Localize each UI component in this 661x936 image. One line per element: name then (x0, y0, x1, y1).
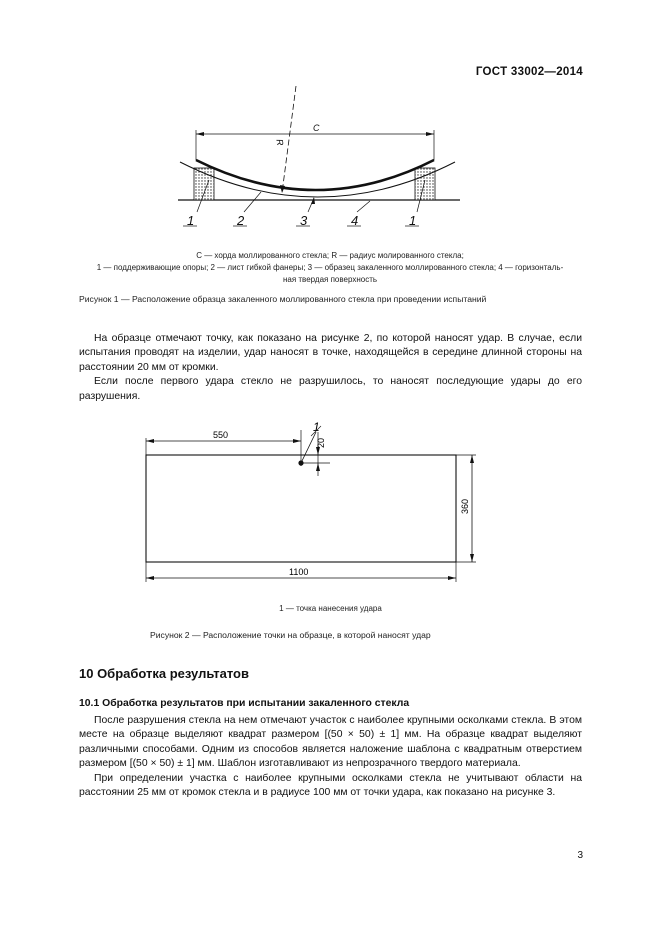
dim-20: 20 (316, 437, 326, 448)
legend-line: ная твердая поверхность (282, 275, 378, 284)
legend-line: C — хорда моллированного стекла; R — радиус молированного стекла; (196, 251, 464, 260)
figure-1-drawing (0, 0, 661, 240)
fig1-label-2: 2 (237, 213, 245, 228)
paragraph: При определении участка с наиболее крупными осколками стекла не учитывают области на расстоянии 25 мм от кромок стекла и в радиусе 100 мм от точки удара, как показано на рисунке 3. (79, 772, 582, 799)
impact-marker-label: 1 (313, 420, 320, 434)
fig1-label-1b: 1 (409, 213, 417, 228)
document-header: ГОСТ 33002—2014 (475, 66, 583, 78)
paragraph: После разрушения стекла на нем отмечают участок с наиболее крупными осколками стекла. В этом месте на образце выделяют квадрат размером [(50 × 50) ± 1] мм. На образце квадрат выделяют различными способами. Одним из способов является наложение шаблона с квадратным отверстием размером [(50 × 50) ± 1] мм. Шаблон изготавливают из непрозрачного твердого материала. (79, 715, 582, 770)
fig1-label-1a: 1 (187, 213, 195, 228)
dim-360: 360 (460, 498, 470, 514)
sample-rectangle (146, 455, 456, 562)
paragraph: Если после первого удара стекло не разрушилось, то наносят последующие удары до его разрушения. (79, 376, 582, 402)
section-10-heading: 10 Обработка результатов (79, 666, 249, 681)
section-10-1-text (79, 714, 582, 800)
dim-1100: 1100 (289, 567, 309, 577)
intro-text (79, 332, 582, 404)
paragraph: На образце отмечают точку, как показано на рисунке 2, по которой наносят удар. В случае, если испытания проводят на изделии, удар наносят в точке, находящейся в середине длинной стороны на расстоянии 20 мм от кромки. (79, 333, 582, 373)
figure-1-legend (40, 250, 620, 286)
chord-label: C (313, 123, 320, 133)
figure-1-caption: Рисунок 1 — Расположение образца закаленного моллированного стекла при проведении испытаний (79, 294, 487, 304)
plywood-sheet (180, 162, 455, 197)
figure-2-drawing (0, 400, 661, 600)
dim-550: 550 (213, 430, 229, 440)
legend-line: 1 — поддерживающие опоры; 2 — лист гибкой фанеры; 3 — образец закаленного моллированного стекла; 4 — горизонталь- (96, 263, 564, 272)
radius-label: R (274, 138, 286, 147)
figure-2-caption: Рисунок 2 — Расположение точки на образце, в которой наносят удар (150, 630, 431, 640)
glass-sample (196, 160, 434, 190)
fig1-label-4: 4 (351, 213, 359, 228)
fig1-label-3: 3 (300, 213, 308, 228)
page-number: 3 (577, 850, 583, 861)
figure-2-legend: 1 — точка нанесения удара (279, 604, 382, 613)
section-10-1-heading: 10.1 Обработка результатов при испытании закаленного стекла (79, 698, 410, 709)
